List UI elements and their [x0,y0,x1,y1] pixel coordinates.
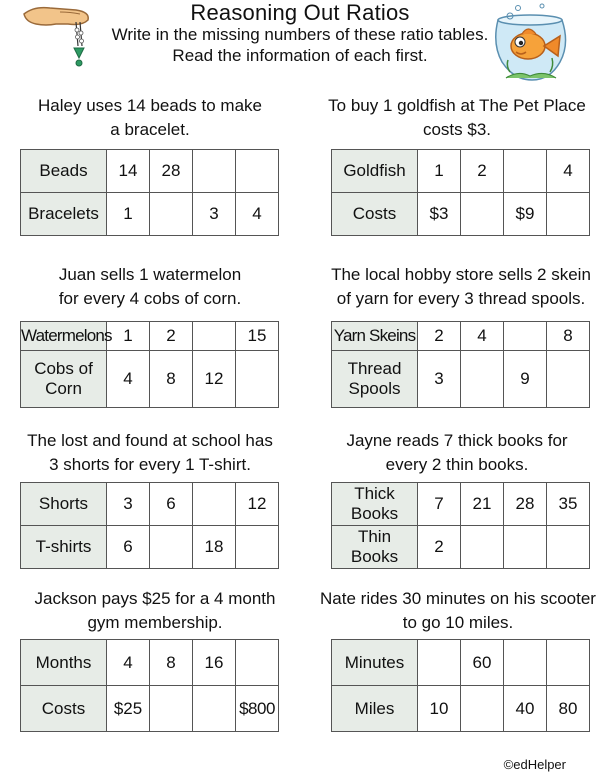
prompt-line: every 2 thin books. [385,455,529,474]
table-cell: 14 [107,150,150,193]
row-label-line: Thin [357,527,392,546]
row-label [332,526,418,569]
row-label: Costs [332,193,418,236]
answer-cell[interactable] [547,193,590,236]
prompt-line: a bracelet. [110,120,190,139]
table-cell: 3 [193,193,236,236]
row-label: Miles [332,686,418,732]
table-cell: 18 [193,526,236,569]
prompt-line: of yarn for every 3 thread spools. [336,289,586,308]
prompt-line: Jackson pays $25 for a 4 month [34,589,276,608]
table-cell: 9 [504,351,547,408]
answer-cell[interactable] [418,640,461,686]
table-cell: 1 [107,193,150,236]
row-label-line: Corn [45,379,82,399]
table-cell: 4 [547,150,590,193]
problem-7-prompt [20,587,290,635]
table-cell: $9 [504,193,547,236]
problem-1-prompt [20,94,280,142]
table-cell: 7 [418,483,461,526]
prompt-line: The local hobby store sells 2 skein [331,265,591,284]
answer-cell[interactable] [150,526,193,569]
row-label: Beads [21,150,107,193]
prompt-line: Haley uses 14 beads to make [38,96,262,115]
table-cell: 2 [418,526,461,569]
answer-cell[interactable] [504,322,547,351]
ratio-table-8 [331,639,590,732]
table-cell: 28 [150,150,193,193]
table-cell: 6 [150,483,193,526]
answer-cell[interactable] [150,193,193,236]
row-label-line: Spools [348,379,401,399]
answer-cell[interactable] [193,686,236,732]
problem-6-prompt [322,429,592,477]
table-cell: $800 [236,686,279,732]
table-cell: 4 [461,322,504,351]
table-cell: 4 [236,193,279,236]
answer-cell[interactable] [236,150,279,193]
ratio-table-4 [331,321,590,408]
answer-cell[interactable] [461,351,504,408]
row-label: Months [21,640,107,686]
table-cell: 8 [150,640,193,686]
table-cell: 3 [418,351,461,408]
table-cell: 3 [107,483,150,526]
table-cell: $25 [107,686,150,732]
table-cell: 1 [418,150,461,193]
answer-cell[interactable] [150,686,193,732]
row-label: Costs [21,686,107,732]
answer-cell[interactable] [547,351,590,408]
table-cell: 1 [107,322,150,351]
row-label-line: Books [350,504,399,523]
table-cell: 80 [547,686,590,732]
answer-cell[interactable] [236,640,279,686]
table-cell: 15 [236,322,279,351]
table-cell: 4 [107,351,150,408]
table-cell: 28 [504,483,547,526]
prompt-line: To buy 1 goldfish at The Pet Place [328,96,586,115]
page-title: Reasoning Out Ratios [190,0,410,25]
problem-5-prompt [20,429,280,477]
answer-cell[interactable] [193,322,236,351]
table-cell: 12 [236,483,279,526]
table-cell: 2 [150,322,193,351]
prompt-line: Juan sells 1 watermelon [58,265,242,284]
answer-cell[interactable] [461,193,504,236]
prompt-line: for every 4 cobs of corn. [58,289,242,308]
answer-cell[interactable] [504,526,547,569]
answer-cell[interactable] [193,150,236,193]
row-label: Shorts [21,483,107,526]
row-label [332,483,418,526]
instruction-line-2: Read the information of each first. [172,46,428,65]
table-cell: 6 [107,526,150,569]
row-label-line: Books [350,547,399,566]
row-label [332,351,418,408]
problem-3-prompt [20,263,280,311]
row-label: Minutes [332,640,418,686]
table-cell: 4 [107,640,150,686]
row-label: Goldfish [332,150,418,193]
prompt-line: to go 10 miles. [402,613,514,632]
answer-cell[interactable] [461,526,504,569]
row-label: Bracelets [21,193,107,236]
instruction-line-1: Write in the missing numbers of these ratio tables. [111,25,489,44]
table-cell: 16 [193,640,236,686]
problem-8-prompt [316,587,600,635]
table-cell: 8 [150,351,193,408]
answer-cell[interactable] [461,686,504,732]
row-label-line: Thick [354,484,395,503]
table-cell: 35 [547,483,590,526]
table-cell: 40 [504,686,547,732]
answer-cell[interactable] [547,640,590,686]
ratio-table-6 [331,482,590,569]
ratio-table-2 [331,149,590,236]
ratio-table-7 [20,639,279,732]
problem-4-prompt [322,263,600,311]
ratio-table-5 [20,482,279,569]
table-cell: 2 [461,150,504,193]
table-cell: 8 [547,322,590,351]
answer-cell[interactable] [193,483,236,526]
table-cell: 60 [461,640,504,686]
table-cell: 2 [418,322,461,351]
table-cell: 21 [461,483,504,526]
table-cell: $3 [418,193,461,236]
table-cell: 12 [193,351,236,408]
answer-cell[interactable] [547,526,590,569]
prompt-line: Nate rides 30 minutes on his scooter [320,589,596,608]
answer-cell[interactable] [236,526,279,569]
prompt-line: 3 shorts for every 1 T-shirt. [49,455,251,474]
row-label: Yarn Skeins [332,322,418,351]
answer-cell[interactable] [504,150,547,193]
row-label-line: Thread [347,359,402,379]
table-cell: 10 [418,686,461,732]
prompt-line: Jayne reads 7 thick books for [346,431,568,450]
prompt-line: costs $3. [422,120,492,139]
answer-cell[interactable] [504,640,547,686]
row-label: Watermelons [21,322,107,351]
row-label: T-shirts [21,526,107,569]
row-label [21,351,107,408]
row-label-line: Cobs of [34,359,93,379]
ratio-table-3 [20,321,279,408]
prompt-line: The lost and found at school has [27,431,273,450]
copyright-credit: ©edHelper [503,757,566,772]
ratio-table-1 [20,149,279,236]
problem-2-prompt [322,94,592,142]
answer-cell[interactable] [236,351,279,408]
prompt-line: gym membership. [87,613,223,632]
